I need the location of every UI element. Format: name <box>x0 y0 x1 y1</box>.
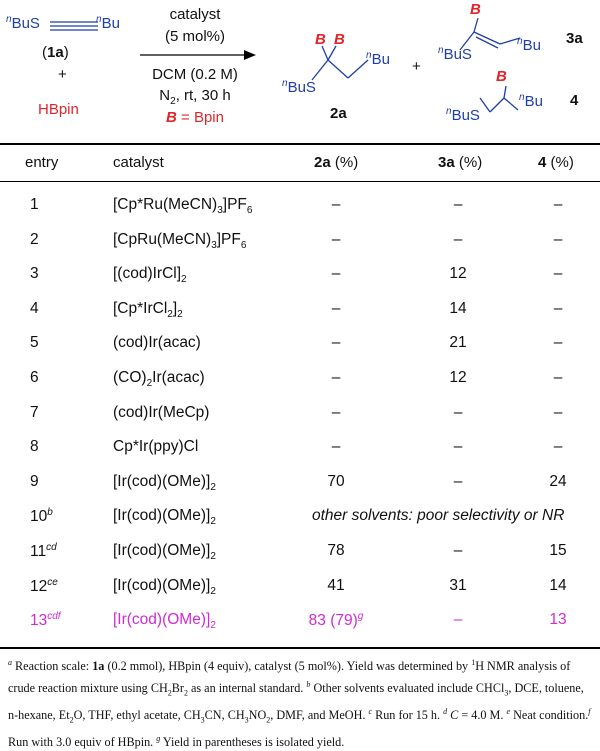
table-row <box>0 369 600 397</box>
entry-cell <box>30 507 74 526</box>
substrate-label-bold: 1a <box>47 44 64 61</box>
yield-4-cell <box>518 577 598 595</box>
yield-4: 14 <box>549 576 567 594</box>
yield-2a-cell <box>296 265 376 283</box>
product-2a-b2: B <box>334 31 345 48</box>
fn-b-2: , DCE, toluene, n-hexane, Et <box>8 680 584 722</box>
catalyst-cell <box>113 404 209 422</box>
yield-4-cell <box>518 231 598 249</box>
table-row <box>0 507 600 535</box>
note-text: other solvents: poor selectivity or NR <box>312 507 565 525</box>
table-top-rule <box>0 143 600 145</box>
catalyst-part: ]PF <box>216 230 241 248</box>
yield-2a: – <box>331 438 341 456</box>
yield-3a-cell <box>418 231 498 249</box>
fn-a-bold: 1a <box>92 659 105 674</box>
catalyst-part: [Cp*IrCl <box>113 299 168 317</box>
fn-a-s1: 2 <box>167 688 172 698</box>
fn-b-s5: 2 <box>266 715 271 725</box>
yield-3a: 12 <box>449 369 467 386</box>
fn-a-1: Reaction scale: <box>12 659 93 674</box>
footnote-d-mark: d <box>443 706 448 716</box>
catalyst-part: ]PF <box>222 196 247 213</box>
yield-2a: – <box>331 403 341 421</box>
nbus-label: BuS <box>451 107 480 124</box>
nbu-label: Bu <box>524 93 543 110</box>
n-prefix: n <box>366 50 372 61</box>
catalyst-part: Cp*Ir(ppy)Cl <box>113 438 199 456</box>
fn-b-1: Other solvents evaluated include CHCl <box>310 680 505 695</box>
footnote-e-mark: e <box>506 706 511 716</box>
catalyst-cell <box>113 473 216 493</box>
yield-2a-cell <box>296 542 376 560</box>
catalyst-sub: 2 <box>146 378 153 390</box>
yield-3a: 21 <box>449 334 467 352</box>
catalyst-part: ] <box>172 299 178 317</box>
n-prefix: n <box>438 45 444 56</box>
condition-solvent: DCM (0.2 M) <box>152 66 238 83</box>
entry-number: 4 <box>30 299 39 317</box>
yield-2a-cell <box>296 231 376 249</box>
yield-3a-cell <box>418 542 498 560</box>
catalyst-part: (cod)Ir(MeCp) <box>113 403 210 421</box>
yield-2a-cell <box>296 577 376 595</box>
fn-b-5: NO <box>248 707 267 722</box>
catalyst-part: [Ir(cod)(OMe)] <box>113 472 211 490</box>
fn-a-5: as an internal standard. <box>187 680 307 695</box>
fn-b-s1: 3 <box>504 688 509 698</box>
entry-cell <box>30 542 74 561</box>
entry-number: 7 <box>30 403 39 421</box>
legend-b: B <box>166 109 177 126</box>
entry-footnote: b <box>47 507 53 519</box>
catalyst-sub: 3 <box>211 239 217 251</box>
table-row <box>0 265 600 293</box>
fn-a-iso: 1 <box>471 658 476 667</box>
table-row <box>0 196 600 224</box>
product-3a-label: 3a <box>566 30 583 47</box>
yield-4: 15 <box>549 542 567 559</box>
catalyst-part: [Ir(cod)(OMe)] <box>113 576 211 594</box>
product-2a-label: 2a <box>330 105 347 122</box>
entry-cell <box>30 196 74 214</box>
substrate-label: (1a) <box>42 44 69 61</box>
yield-2a-cell <box>296 334 376 352</box>
catalyst-cell <box>113 369 205 389</box>
fn-c: Run for 15 h. <box>372 707 444 722</box>
catalyst-part: [(cod)IrCl] <box>113 265 182 283</box>
catalyst-part: Ir(acac) <box>152 369 205 386</box>
fn-b-s4: 3 <box>244 715 249 725</box>
atm-rest: , rt, 30 h <box>175 87 231 104</box>
catalyst-sub: 2 <box>177 308 183 320</box>
entry-number: 13 <box>30 612 48 630</box>
catalyst-part: (CO) <box>113 369 147 386</box>
nbus-label: BuS <box>443 46 472 63</box>
yield-2a: 70 <box>327 472 345 490</box>
yield-3a: 31 <box>449 576 467 594</box>
yield-4: – <box>553 403 563 421</box>
footnote-a-mark: a <box>8 658 12 667</box>
entry-cell <box>30 611 74 630</box>
footnote-g-mark: g <box>156 733 161 743</box>
entry-footnote: cd <box>46 542 57 553</box>
table-bottom-rule <box>0 647 600 649</box>
entry-footnote: cdf <box>47 611 61 623</box>
catalyst-part: [Ir(cod)(OMe)] <box>113 507 211 525</box>
yield-2a: 78 <box>327 542 345 559</box>
yield-3a: 14 <box>449 299 467 317</box>
yield-4-cell <box>518 334 598 352</box>
yield-3a: 12 <box>449 265 467 283</box>
catalyst-sub: 6 <box>246 205 253 217</box>
product-2a-left <box>282 78 316 96</box>
header-3a-unit: (%) <box>454 154 483 171</box>
entry-cell <box>30 473 74 491</box>
footnote-c-mark: c <box>368 706 373 716</box>
product-3a-left <box>438 45 472 63</box>
yield-2a: – <box>331 369 341 386</box>
fn-b-s3: 3 <box>200 715 205 725</box>
fn-a-4: Br <box>171 680 184 695</box>
yield-4-cell <box>518 369 598 387</box>
condition-catalyst: catalyst <box>169 6 221 23</box>
entry-number: 1 <box>30 196 39 213</box>
entry-cell <box>30 300 74 318</box>
table-row <box>0 577 600 605</box>
entry-cell <box>30 404 74 422</box>
table-row <box>0 231 600 259</box>
fn-b-6: , DMF, and MeOH. <box>270 707 369 722</box>
condition-atmosphere <box>130 87 260 107</box>
note-cell <box>312 507 564 525</box>
yield-4-cell <box>518 300 598 318</box>
catalyst-part: [Ir(cod)(OMe)] <box>113 611 211 629</box>
yield-4: 13 <box>549 611 567 629</box>
catalyst-part: (cod)Ir(acac) <box>113 334 201 352</box>
product-3a-right <box>517 36 541 54</box>
yield-2a-cell <box>296 196 376 214</box>
reagent-hbpin: HBpin <box>38 101 79 118</box>
yield-2a: – <box>331 299 341 317</box>
yield-3a-cell <box>418 404 498 422</box>
yield-3a-cell <box>418 473 498 491</box>
yield-4: – <box>553 369 563 386</box>
nbu-label: Bu <box>371 51 390 68</box>
fn-b-4: CN, CH <box>204 707 245 722</box>
yield-4-cell <box>518 473 598 491</box>
entry-number: 9 <box>30 472 39 490</box>
entry-number: 11 <box>30 543 47 561</box>
entry-number: 10 <box>30 508 48 526</box>
yield-4: – <box>553 299 563 317</box>
header-catalyst: catalyst <box>113 154 164 171</box>
yield-3a: – <box>453 611 463 629</box>
fn-g: Yield in parentheses is isolated yield. <box>160 734 345 749</box>
catalyst-sub: 6 <box>240 239 247 251</box>
product-4-right <box>519 92 543 110</box>
plus-sign-2: + <box>412 58 421 75</box>
header-4-unit: (%) <box>546 154 574 171</box>
entry-cell <box>30 369 74 387</box>
table-row <box>0 473 600 501</box>
entry-cell <box>30 438 74 456</box>
yield-2a-cell <box>296 611 376 630</box>
n-prefix: n <box>282 78 288 89</box>
yield-3a-cell <box>418 369 498 387</box>
entry-number: 2 <box>30 230 39 248</box>
footnote-f-mark: f <box>588 706 591 716</box>
bpin-legend <box>130 109 260 126</box>
catalyst-sub: 2 <box>210 516 216 528</box>
yield-4-cell <box>518 404 598 422</box>
atm-sub: 2 <box>170 96 176 107</box>
yield-4-cell <box>518 265 598 283</box>
yield-2a: – <box>331 230 341 248</box>
substrate-structure <box>6 14 40 32</box>
catalyst-cell <box>113 265 187 285</box>
yield-2a: – <box>331 334 341 352</box>
catalyst-sub: 2 <box>167 308 173 320</box>
header-4 <box>538 154 574 171</box>
yield-4-cell <box>518 611 598 629</box>
yield-4: 24 <box>549 472 567 490</box>
fn-f: Run with 3.0 equiv of HBpin. <box>8 734 157 749</box>
product-4-b: B <box>496 68 507 85</box>
product-4-label: 4 <box>570 92 579 109</box>
fn-b-s2: 2 <box>69 715 74 725</box>
table-row <box>0 334 600 362</box>
n-prefix: n <box>446 106 452 117</box>
yield-4: – <box>553 265 563 283</box>
yield-4-cell <box>518 196 598 214</box>
yield-2a-cell <box>296 300 376 318</box>
catalyst-sub: 2 <box>210 620 216 632</box>
yield-3a: – <box>453 472 463 490</box>
yield-3a-cell <box>418 438 498 456</box>
atm-n: N <box>159 87 171 104</box>
yield-2a: – <box>331 196 341 213</box>
yield-4: – <box>553 334 563 352</box>
entry-cell <box>30 231 74 249</box>
yield-4-cell <box>518 542 598 560</box>
fn-d: C <box>447 707 459 722</box>
yield-4-cell <box>518 438 598 456</box>
yield-2a-footnote: g <box>357 611 364 623</box>
table-row <box>0 404 600 432</box>
header-3a-bold: 3a <box>438 154 455 171</box>
substrate-left-group: BuS <box>11 15 40 32</box>
header-3a <box>438 154 482 171</box>
yield-4: – <box>553 230 563 248</box>
yield-3a-cell <box>418 611 498 629</box>
table-header-rule <box>0 181 600 182</box>
nbu-label: Bu <box>522 37 541 54</box>
yield-3a: – <box>453 438 463 456</box>
catalyst-part: [Cp*Ru(MeCN) <box>113 196 218 213</box>
catalyst-cell <box>113 577 216 597</box>
header-2a <box>314 154 358 171</box>
yield-2a: 41 <box>327 576 345 594</box>
alkyne-triple-bond <box>48 20 100 32</box>
product-2a-b1: B <box>315 31 326 48</box>
yield-3a: – <box>453 403 463 421</box>
legend-eq: = Bpin <box>176 109 224 126</box>
header-entry: entry <box>25 154 59 171</box>
reaction-scheme <box>0 0 600 140</box>
yield-2a-cell <box>296 404 376 422</box>
entry-number: 5 <box>30 334 39 352</box>
product-2a-right <box>366 50 390 68</box>
yield-3a-cell <box>418 196 498 214</box>
yield-3a-cell <box>418 300 498 318</box>
header-2a-unit: (%) <box>330 154 359 171</box>
catalyst-part: [CpRu(MeCN) <box>113 230 212 248</box>
entry-number: 8 <box>30 438 39 456</box>
table-row <box>0 438 600 466</box>
catalyst-cell <box>113 300 183 320</box>
catalyst-cell <box>113 334 201 352</box>
catalyst-cell <box>113 438 198 456</box>
table-row <box>0 542 600 570</box>
catalyst-sub: 2 <box>210 551 216 563</box>
table-header <box>0 150 600 178</box>
nbus-label: BuS <box>287 79 316 96</box>
n-prefix: n <box>6 14 12 25</box>
catalyst-cell <box>113 611 216 631</box>
yield-2a-cell <box>296 438 376 456</box>
footnote-b-mark: b <box>306 679 311 689</box>
yield-2a: – <box>331 265 341 283</box>
catalyst-sub: 2 <box>210 481 216 493</box>
fn-a-s2: 2 <box>183 688 188 698</box>
n-prefix: n <box>519 92 525 103</box>
fn-b-3: O, THF, ethyl acetate, CH <box>73 707 201 722</box>
entry-cell <box>30 577 74 596</box>
catalyst-sub: 3 <box>217 205 223 217</box>
yield-2a: 83 (79) <box>308 612 358 630</box>
fn-d-2: = 4.0 M. <box>458 707 507 722</box>
yield-4: – <box>553 438 563 456</box>
header-4-bold: 4 <box>538 154 547 171</box>
table-row <box>0 611 600 639</box>
table-row <box>0 300 600 328</box>
catalyst-part: [Ir(cod)(OMe)] <box>113 542 211 559</box>
product-4-left <box>446 106 480 124</box>
catalyst-sub: 2 <box>181 274 187 286</box>
catalyst-cell <box>113 231 246 251</box>
yield-3a-cell <box>418 334 498 352</box>
entry-number: 12 <box>30 577 48 595</box>
fn-e: Neat condition. <box>510 707 589 722</box>
entry-cell <box>30 334 74 352</box>
substrate-right-label: Bu <box>101 15 120 32</box>
substrate-right-group <box>96 14 120 32</box>
fn-a-2: (0.2 mmol), HBpin (4 equiv), catalyst (5 mol%). Yield was determined by <box>104 659 472 674</box>
yield-3a: – <box>453 230 463 248</box>
entry-cell <box>30 265 74 283</box>
yield-3a: – <box>453 542 463 559</box>
entry-number: 3 <box>30 265 39 283</box>
fn-a-3: H NMR analysis of crude reaction mixture using CH <box>8 659 571 695</box>
product-3a-b: B <box>470 1 481 18</box>
catalyst-cell <box>113 196 252 216</box>
entry-number: 6 <box>30 369 39 386</box>
catalyst-sub: 2 <box>210 585 216 597</box>
n-prefix: n <box>96 14 102 25</box>
header-2a-bold: 2a <box>314 154 331 171</box>
footnotes <box>8 654 596 751</box>
plus-sign: + <box>58 66 67 83</box>
yield-2a-cell <box>296 473 376 491</box>
n-prefix: n <box>517 36 523 47</box>
yield-3a: – <box>453 196 463 213</box>
yield-2a-cell <box>296 369 376 387</box>
catalyst-cell <box>113 507 216 527</box>
entry-footnote: ce <box>47 576 58 588</box>
yield-4: – <box>553 196 563 213</box>
yield-3a-cell <box>418 265 498 283</box>
catalyst-cell <box>113 542 216 562</box>
yield-3a-cell <box>418 577 498 595</box>
reaction-arrow <box>138 48 258 62</box>
condition-loading: (5 mol%) <box>164 28 225 45</box>
